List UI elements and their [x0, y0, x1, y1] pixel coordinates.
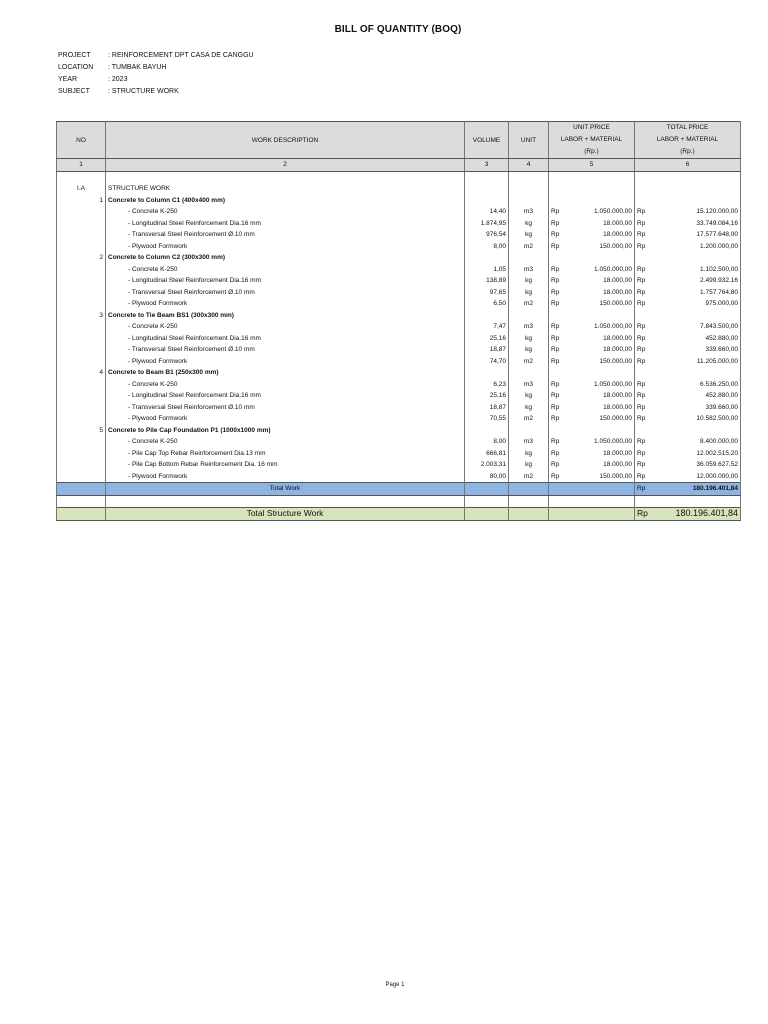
header-unit-price-line: UNIT PRICE	[573, 124, 610, 131]
currency-label: Rp	[551, 288, 560, 296]
total-price-value: 8.400.000,00	[700, 438, 738, 446]
item-description: - Longitudinal Steel Reinforcement Dia.16 mm	[106, 390, 465, 402]
item-unit: m2	[509, 356, 549, 368]
item-volume: 6,50	[465, 298, 509, 310]
item-row	[57, 413, 741, 425]
header-row	[57, 122, 741, 159]
total-price-value: 11.205.000,00	[696, 357, 738, 365]
item-unit: kg	[509, 448, 549, 460]
item-total-price	[635, 206, 741, 218]
item-total-price	[635, 436, 741, 448]
item-description: - Concrete K-250	[106, 206, 465, 218]
meta-key: SUBJECT	[58, 88, 90, 95]
item-unit: kg	[509, 402, 549, 414]
item-total-price	[635, 356, 741, 368]
currency-label: Rp	[551, 334, 560, 342]
meta-key: YEAR	[58, 76, 78, 83]
item-unit-price	[549, 218, 635, 230]
item-unit: m2	[509, 413, 549, 425]
total-price-value: 339.660,00	[705, 346, 738, 354]
total-price-value: 33.749.084,16	[696, 219, 738, 227]
unit-price-value: 1.050.000,00	[594, 265, 632, 273]
page-number: Page 1	[385, 982, 405, 988]
item-volume: 6,23	[465, 379, 509, 391]
group-number: 4	[57, 367, 106, 379]
currency-label: Rp	[551, 208, 560, 216]
item-total-price	[635, 287, 741, 299]
total-price-value: 339.660,00	[705, 403, 738, 411]
item-unit-price	[549, 379, 635, 391]
item-row	[57, 298, 741, 310]
column-number-row	[57, 159, 741, 172]
currency-label: Rp	[551, 277, 560, 285]
header-total-price-line: (Rp.)	[680, 148, 695, 155]
currency-label: Rp	[637, 357, 646, 365]
item-row	[57, 241, 741, 253]
item-description: - Longitudinal Steel Reinforcement Dia.16 mm	[106, 275, 465, 287]
boq-table	[56, 121, 741, 521]
item-unit: m3	[509, 321, 549, 333]
item-total-price	[635, 448, 741, 460]
item-row	[57, 344, 741, 356]
item-unit: kg	[509, 287, 549, 299]
item-row	[57, 471, 741, 483]
item-volume: 666,81	[465, 448, 509, 460]
item-description: - Plywood Formwork	[106, 413, 465, 425]
currency-label: Rp	[637, 380, 646, 388]
header-total-price-line: TOTAL PRICE	[666, 124, 709, 131]
item-unit-price	[549, 459, 635, 471]
total-price-value: 12.000.000,00	[696, 472, 738, 480]
currency-label: Rp	[637, 300, 646, 308]
currency-label: Rp	[637, 288, 646, 296]
group-title: Concrete to Beam B1 (250x300 mm)	[106, 367, 465, 379]
unit-price-value: 18.000,00	[603, 288, 632, 296]
group-title: Concrete to Tie Beam BS1 (300x300 mm)	[106, 310, 465, 322]
total-price-value: 2.499.932,16	[700, 277, 738, 285]
column-number: 1	[57, 159, 106, 172]
item-unit-price	[549, 321, 635, 333]
currency-label: Rp	[637, 472, 646, 480]
group-number: 3	[57, 310, 106, 322]
item-unit-price	[549, 229, 635, 241]
unit-price-value: 18.000,00	[603, 346, 632, 354]
column-number: 6	[635, 159, 741, 172]
meta-key: LOCATION	[58, 64, 94, 71]
item-volume: 14,40	[465, 206, 509, 218]
item-unit: m2	[509, 471, 549, 483]
currency-label: Rp	[637, 208, 646, 216]
item-total-price	[635, 344, 741, 356]
item-total-price	[635, 413, 741, 425]
total-price-value: 452.880,00	[705, 334, 738, 342]
total-work-value: 180.196.401,84	[692, 485, 738, 493]
item-unit: m3	[509, 206, 549, 218]
item-volume: 1.874,95	[465, 218, 509, 230]
item-description: - Plywood Formwork	[106, 298, 465, 310]
item-unit: m3	[509, 436, 549, 448]
group-number: 2	[57, 252, 106, 264]
item-description: - Transversal Steel Reinforcement Ø.10 mm	[106, 287, 465, 299]
group-number: 5	[57, 425, 106, 437]
header-total-price	[635, 122, 741, 159]
item-row	[57, 275, 741, 287]
total-price-value: 10.582.500,00	[696, 415, 738, 423]
unit-price-value: 18.000,00	[603, 277, 632, 285]
item-volume: 18,87	[465, 402, 509, 414]
item-unit: kg	[509, 333, 549, 345]
item-unit-price	[549, 275, 635, 287]
group-title: Concrete to Column C2 (300x300 mm)	[106, 252, 465, 264]
meta-value: : TUMBAK BAYUH	[108, 64, 167, 71]
total-price-value: 36.059.627,52	[696, 461, 738, 469]
header-work-description: WORK DESCRIPTION	[106, 122, 465, 159]
unit-price-value: 18.000,00	[603, 334, 632, 342]
item-unit-price	[549, 413, 635, 425]
unit-price-value: 18.000,00	[603, 392, 632, 400]
currency-label: Rp	[637, 277, 646, 285]
currency-label: Rp	[551, 231, 560, 239]
unit-price-value: 18.000,00	[603, 449, 632, 457]
total-price-value: 7.843.500,00	[700, 323, 738, 331]
unit-price-value: 18.000,00	[603, 403, 632, 411]
item-row	[57, 264, 741, 276]
item-unit: m3	[509, 264, 549, 276]
currency-label: Rp	[637, 438, 646, 446]
unit-price-value: 18.000,00	[603, 219, 632, 227]
spacer-row	[57, 495, 741, 508]
item-unit: m2	[509, 298, 549, 310]
item-description: - Plywood Formwork	[106, 471, 465, 483]
item-description: - Concrete K-250	[106, 264, 465, 276]
item-total-price	[635, 241, 741, 253]
currency-label: Rp	[637, 323, 646, 331]
item-unit-price	[549, 298, 635, 310]
meta-key: PROJECT	[58, 52, 91, 59]
currency-label: Rp	[551, 265, 560, 273]
item-total-price	[635, 264, 741, 276]
unit-price-value: 18.000,00	[603, 231, 632, 239]
item-row	[57, 287, 741, 299]
currency-label: Rp	[551, 461, 560, 469]
item-volume: 80,00	[465, 471, 509, 483]
total-price-value: 6.536.250,00	[700, 380, 738, 388]
unit-price-value: 1.050.000,00	[594, 380, 632, 388]
item-row	[57, 333, 741, 345]
item-unit-price	[549, 436, 635, 448]
total-structure-row	[57, 508, 741, 521]
spacer-row	[57, 171, 741, 183]
item-unit-price	[549, 448, 635, 460]
item-description: - Longitudinal Steel Reinforcement Dia.16 mm	[106, 218, 465, 230]
currency-label: Rp	[637, 231, 646, 239]
currency-label: Rp	[551, 438, 560, 446]
item-description: - Transversal Steel Reinforcement Ø.10 mm	[106, 344, 465, 356]
item-row	[57, 448, 741, 460]
currency-label: Rp	[551, 392, 560, 400]
currency-label: Rp	[551, 242, 560, 250]
item-unit: kg	[509, 218, 549, 230]
column-number: 3	[465, 159, 509, 172]
total-price-value: 452.880,00	[705, 392, 738, 400]
group-row	[57, 310, 741, 322]
item-unit: kg	[509, 275, 549, 287]
item-total-price	[635, 379, 741, 391]
section-label: STRUCTURE WORK	[106, 183, 465, 195]
group-row	[57, 195, 741, 207]
group-row	[57, 425, 741, 437]
header-volume: VOLUME	[465, 122, 509, 159]
item-total-price	[635, 390, 741, 402]
item-volume: 8,00	[465, 241, 509, 253]
item-row	[57, 436, 741, 448]
item-volume: 74,70	[465, 356, 509, 368]
item-total-price	[635, 333, 741, 345]
currency-label: Rp	[637, 346, 646, 354]
item-total-price	[635, 218, 741, 230]
currency-label: Rp	[637, 219, 646, 227]
currency-label: Rp	[551, 403, 560, 411]
meta-value: : REINFORCEMENT DPT CASA DE CANGGU	[108, 52, 254, 59]
item-description: - Transversal Steel Reinforcement Ø.10 mm	[106, 229, 465, 241]
unit-price-value: 150.000,00	[599, 415, 632, 423]
item-unit-price	[549, 471, 635, 483]
header-unit: UNIT	[509, 122, 549, 159]
currency-label: Rp	[637, 461, 646, 469]
item-unit: kg	[509, 229, 549, 241]
item-volume: 70,55	[465, 413, 509, 425]
item-total-price	[635, 402, 741, 414]
column-number: 5	[549, 159, 635, 172]
item-row	[57, 218, 741, 230]
item-volume: 7,47	[465, 321, 509, 333]
item-row	[57, 379, 741, 391]
item-volume: 25,16	[465, 333, 509, 345]
item-unit-price	[549, 344, 635, 356]
currency-label: Rp	[551, 346, 560, 354]
group-number: 1	[57, 195, 106, 207]
item-row	[57, 206, 741, 218]
item-unit-price	[549, 241, 635, 253]
total-structure-value: 180.196.401,84	[675, 508, 738, 519]
item-total-price	[635, 471, 741, 483]
total-work-row	[57, 483, 741, 496]
item-description: - Concrete K-250	[106, 321, 465, 333]
total-work-amount	[635, 483, 741, 496]
project-meta	[58, 50, 254, 98]
item-total-price	[635, 275, 741, 287]
item-volume: 2.003,31	[465, 459, 509, 471]
item-total-price	[635, 321, 741, 333]
currency-label: Rp	[551, 357, 560, 365]
header-unit-price	[549, 122, 635, 159]
group-row	[57, 252, 741, 264]
unit-price-value: 1.050.000,00	[594, 208, 632, 216]
unit-price-value: 150.000,00	[599, 300, 632, 308]
item-unit: kg	[509, 344, 549, 356]
total-price-value: 15.120.000,00	[696, 208, 738, 216]
item-total-price	[635, 459, 741, 471]
item-row	[57, 402, 741, 414]
group-title: Concrete to Column C1 (400x400 mm)	[106, 195, 465, 207]
item-unit-price	[549, 264, 635, 276]
meta-row-project	[58, 50, 254, 62]
item-unit-price	[549, 356, 635, 368]
item-row	[57, 321, 741, 333]
currency-label: Rp	[551, 300, 560, 308]
item-unit: m3	[509, 379, 549, 391]
meta-value: : STRUCTURE WORK	[108, 88, 179, 95]
total-structure-label: Total Structure Work	[106, 508, 465, 521]
item-unit: kg	[509, 390, 549, 402]
meta-row-subject	[58, 86, 254, 98]
currency-label: Rp	[637, 334, 646, 342]
total-price-value: 975.000,00	[705, 300, 738, 308]
item-total-price	[635, 298, 741, 310]
currency-label: Rp	[637, 449, 646, 457]
item-description: - Plywood Formwork	[106, 356, 465, 368]
unit-price-value: 150.000,00	[599, 472, 632, 480]
column-number: 2	[106, 159, 465, 172]
item-description: - Longitudinal Steel Reinforcement Dia.16 mm	[106, 333, 465, 345]
currency-label: Rp	[637, 403, 646, 411]
currency-label: Rp	[637, 485, 646, 493]
currency-label: Rp	[637, 392, 646, 400]
item-volume: 138,89	[465, 275, 509, 287]
header-unit-price-line: LABOR + MATERIAL	[560, 136, 623, 143]
currency-label: Rp	[551, 449, 560, 457]
total-work-label: Total Work	[106, 483, 465, 496]
item-description: - Concrete K-250	[106, 379, 465, 391]
item-description: - Pile Cap Bottom Rebar Reinforcement Dia. 16 mm	[106, 459, 465, 471]
total-price-value: 1.102.500,00	[700, 265, 738, 273]
currency-label: Rp	[551, 415, 560, 423]
currency-label: Rp	[637, 415, 646, 423]
meta-row-location	[58, 62, 254, 74]
group-title: Concrete to Pile Cap Foundation P1 (1000x1000 mm)	[106, 425, 465, 437]
total-price-value: 1.757.764,80	[700, 288, 738, 296]
unit-price-value: 150.000,00	[599, 357, 632, 365]
item-row	[57, 229, 741, 241]
total-price-value: 17.577.648,00	[696, 231, 738, 239]
item-description: - Plywood Formwork	[106, 241, 465, 253]
currency-label: Rp	[637, 265, 646, 273]
item-unit: kg	[509, 459, 549, 471]
item-description: - Transversal Steel Reinforcement Ø.10 mm	[106, 402, 465, 414]
total-price-value: 12.002.515,20	[696, 449, 738, 457]
currency-label: Rp	[637, 508, 648, 519]
unit-price-value: 1.050.000,00	[594, 438, 632, 446]
item-volume: 976,54	[465, 229, 509, 241]
item-volume: 1,05	[465, 264, 509, 276]
column-number: 4	[509, 159, 549, 172]
item-volume: 25,16	[465, 390, 509, 402]
item-volume: 97,65	[465, 287, 509, 299]
document-title: BILL OF QUANTITY (BOQ)	[334, 24, 462, 35]
header-total-price-line: LABOR + MATERIAL	[656, 136, 719, 143]
currency-label: Rp	[551, 323, 560, 331]
item-volume: 18,87	[465, 344, 509, 356]
item-unit-price	[549, 402, 635, 414]
item-description: - Pile Cap Top Rebar Reinforcement Dia.13 mm	[106, 448, 465, 460]
item-row	[57, 390, 741, 402]
total-structure-amount	[635, 508, 741, 521]
item-description: - Concrete K-250	[106, 436, 465, 448]
section-row	[57, 183, 741, 195]
meta-row-year	[58, 74, 254, 86]
item-unit-price	[549, 333, 635, 345]
item-unit-price	[549, 287, 635, 299]
item-volume: 8,00	[465, 436, 509, 448]
header-unit-price-line: (Rp.)	[584, 148, 599, 155]
meta-value: : 2023	[108, 76, 128, 83]
section-number: I.A	[57, 183, 106, 195]
item-unit-price	[549, 206, 635, 218]
currency-label: Rp	[551, 380, 560, 388]
currency-label: Rp	[551, 472, 560, 480]
item-unit-price	[549, 390, 635, 402]
unit-price-value: 1.050.000,00	[594, 323, 632, 331]
header-no: NO	[57, 122, 106, 159]
currency-label: Rp	[637, 242, 646, 250]
total-price-value: 1.200.000,00	[700, 242, 738, 250]
item-row	[57, 459, 741, 471]
item-unit: m2	[509, 241, 549, 253]
group-row	[57, 367, 741, 379]
unit-price-value: 150.000,00	[599, 242, 632, 250]
item-row	[57, 356, 741, 368]
item-total-price	[635, 229, 741, 241]
unit-price-value: 18.000,00	[603, 461, 632, 469]
currency-label: Rp	[551, 219, 560, 227]
